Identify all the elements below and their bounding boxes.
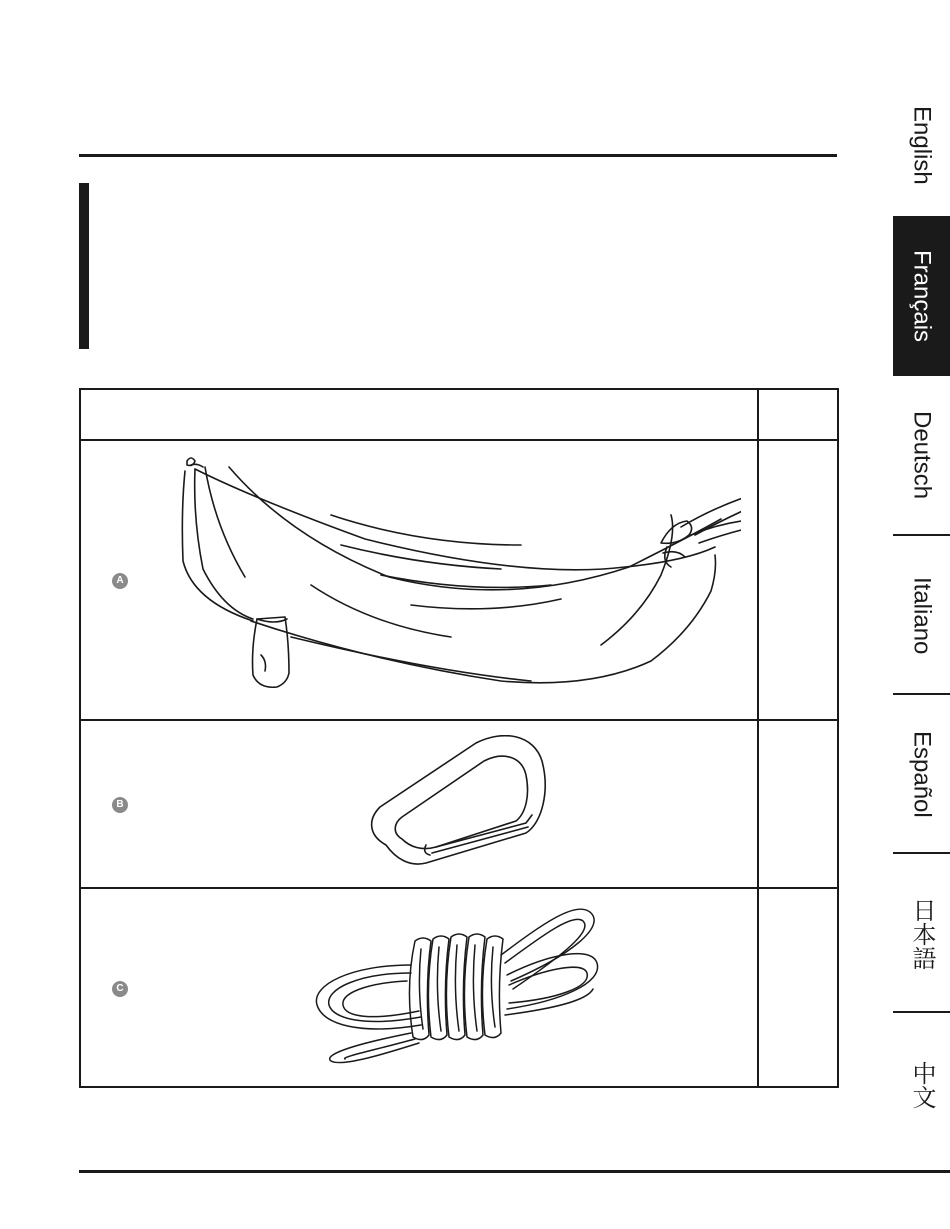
language-tabs bbox=[893, 60, 950, 1160]
tab-divider bbox=[893, 1011, 950, 1013]
tab-deutsch[interactable] bbox=[893, 380, 950, 530]
tab-francais-label: Français bbox=[908, 249, 936, 343]
package-contents-table bbox=[79, 388, 839, 1088]
table-row-divider bbox=[81, 719, 837, 721]
section-title-bar bbox=[79, 183, 89, 349]
rope-coil-illustration bbox=[311, 905, 611, 1065]
bottom-rule bbox=[79, 1170, 950, 1173]
part-marker-c: C bbox=[112, 981, 128, 997]
tab-chinese-label: 中文 bbox=[908, 1061, 935, 1109]
tab-divider bbox=[893, 534, 950, 536]
tab-italiano[interactable] bbox=[893, 538, 950, 693]
hammock-illustration bbox=[181, 455, 741, 690]
tab-chinese[interactable] bbox=[893, 1015, 950, 1155]
tab-divider bbox=[893, 852, 950, 854]
table-header-divider bbox=[81, 439, 837, 441]
tab-francais[interactable] bbox=[893, 216, 950, 376]
tab-espanol-label: Español bbox=[908, 731, 936, 818]
tab-divider bbox=[893, 693, 950, 695]
tab-english-label: English bbox=[908, 105, 936, 185]
part-marker-b: B bbox=[112, 797, 128, 813]
tab-espanol[interactable] bbox=[893, 697, 950, 852]
tab-japanese-label: 日本語 bbox=[908, 897, 935, 970]
tab-italiano-label: Italiano bbox=[908, 576, 936, 655]
tab-japanese[interactable] bbox=[893, 856, 950, 1011]
table-row-divider bbox=[81, 887, 837, 889]
tab-english[interactable] bbox=[893, 70, 950, 220]
carabiner-illustration bbox=[366, 735, 556, 875]
part-marker-a: A bbox=[112, 573, 128, 589]
tab-deutsch-label: Deutsch bbox=[908, 410, 936, 500]
top-rule bbox=[79, 154, 837, 157]
table-column-divider bbox=[757, 390, 759, 1086]
